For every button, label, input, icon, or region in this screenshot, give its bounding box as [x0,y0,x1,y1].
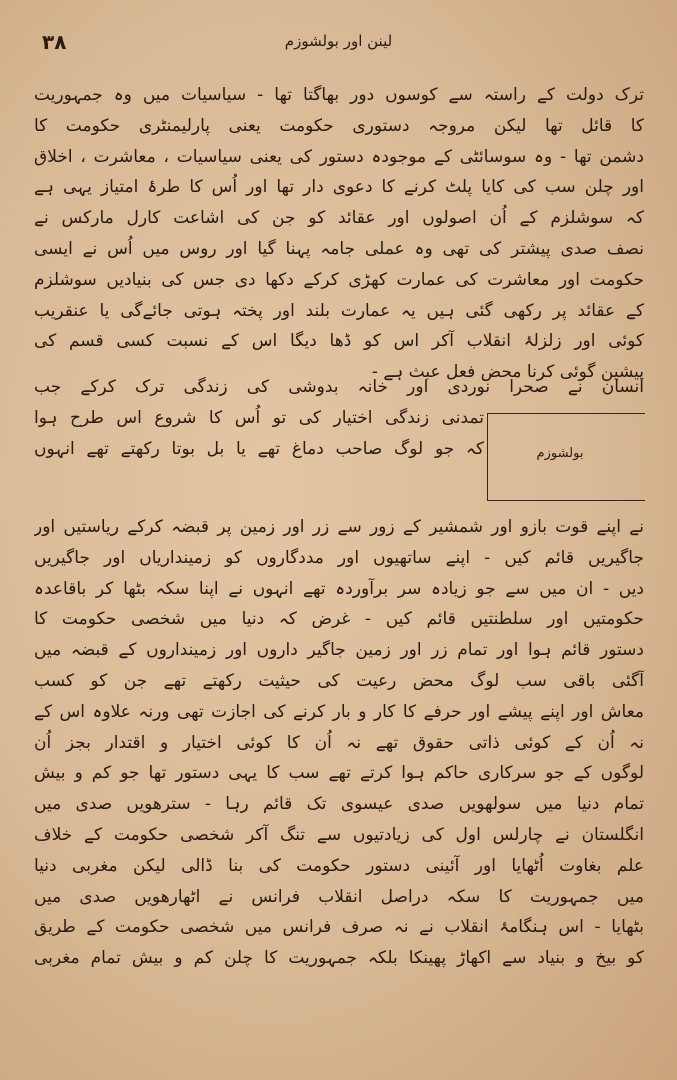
text-line: دستور قائم ہوا اور تمام زر اور زمین جاگیر داروں اور زمینداروں کے قبضہ میں [34,640,644,661]
paragraph-2-beside-note [34,403,484,465]
text-line: معاش اور اپنے پیشے اور حرفے کا کار و بار کرنے کی اجازت تھی ورنہ علاوہ اس کے [34,701,644,722]
text-line: نہ اُن کے کوئی ذاتی حقوق تھے نہ اُن کا کوئی اختیار و اقتدار بجز اُن [34,732,644,753]
text-line: علم بغاوت اُٹھایا اور آئینی دستور حکومت کی بنا ڈالی لیکن مغربی دنیا [34,855,644,876]
text-line: حکومتیں اور سلطنتیں قائم کیں - غرض کہ دنیا میں شخصی حکومت کا [34,609,644,630]
paragraph-1 [34,80,644,388]
paragraph-2-opening [34,372,644,403]
text-line: انسان نے صحرا نوردی اور خانہ بدوشی کی زندگی ترک کرکے جب [34,377,644,397]
text-line: پیشین گوئی کرنا محض فعل عبث ہے - [371,362,644,383]
text-line: کو بیخ و بنیاد سے اکھاڑ پھینکا بلکہ جمہوریت کا چلن کم و بیش تمام مغربی [34,948,644,969]
paragraph-2 [34,512,644,974]
page-number: ۸۳ [42,30,67,54]
text-line: آگئی باقی سب لوگ محض رعیت کی حیثیت رکھتے تھے جن کو کسب [34,670,644,691]
text-line: نے اپنے قوت بازو اور شمشیر کے زور سے زر اور زمین پر قبضہ کرکے ریاستیں اور [34,517,644,537]
text-line: بٹھایا - اس ہنگامۂ انقلاب نے نہ صرف فرانس میں شخصی حکومت کے طریق [34,917,644,938]
running-head: لینن اور بولشوزم [284,32,393,50]
text-line: لوگوں کے جو سرکاری حاکم ہوا کرتے تھے سب کا یہی دستور تھا جو کم و بیش [34,763,644,784]
text-line: اور چلن سب کی کایا پلٹ کرنے کا دعوی دار تھا اور اُس کا طرۂ امتیاز یہی ہے [34,177,644,198]
text-line: جاگیریں قائم کیں - اپنے ساتھیوں اور مددگاروں کو زمینداریاں اور جاگیریں [34,547,644,568]
text-line: تمدنی زندگی اختیار کی تو اُس کا شروع اس طرح ہوا [34,408,484,428]
text-line: کہ سوشلزم کے اُن اصولوں اور عقائد کو جن کی اشاعت کارل مارکس نے [34,208,644,229]
text-line: کا قائل تھا لیکن مروجہ دستوری حکومت یعنی پارلیمنٹری حکومت کا [34,115,644,136]
text-line: کے عقائد پر رکھی گئی ہیں یہ عمارت بلند اور پختہ ہوتی جائےگی یا عنقریب [34,300,644,321]
text-line: تمام دنیا میں سولھویں صدی عیسوی تک قائم رہا - سترھویں صدی میں [34,794,644,815]
side-note-label: بولشوزم [536,446,584,461]
text-line: حکومت اور معاشرت کی عمارت کھڑی کرکے دکھا دی جس کی بنیادیں سوشلزم [34,269,644,290]
text-line: کوئی اور زلزلۂ انقلاب آکر اس کو ڈھا دیگا اس کے نسبت کسی قسم کی [34,331,644,352]
text-line: دشمن تھا - وہ سوسائٹی کے موجودہ دستور کی یعنی سیاسیات ، معاشرت ، اخلاق [34,146,644,167]
text-line: کہ جو لوگ صاحب دماغ تھے یا بل بوتا رکھتے تھے انہوں [34,438,484,459]
text-line: نصف صدی پیشتر کی تھی وہ عملی جامہ پہنا گیا اور روس میں اُس نے ایسی [34,238,644,259]
text-line: دیں - ان میں سے جو زیادہ سر برآوردہ تھے انہوں نے اپنا سکہ بٹھا کر باقاعدہ [34,578,644,599]
text-line: انگلستان نے چارلس اول کی زیادتیوں سے تنگ آکر شخصی حکومت کے خلاف [34,824,644,845]
text-line: ترک دولت کے راستہ سے کوسوں دور بھاگتا تھا - سیاسیات میں وہ جمہوریت [34,85,644,105]
text-line: میں جمہوریت کا سکہ دراصل انقلاب فرانس نے اٹھارھویں صدی میں [34,886,644,907]
